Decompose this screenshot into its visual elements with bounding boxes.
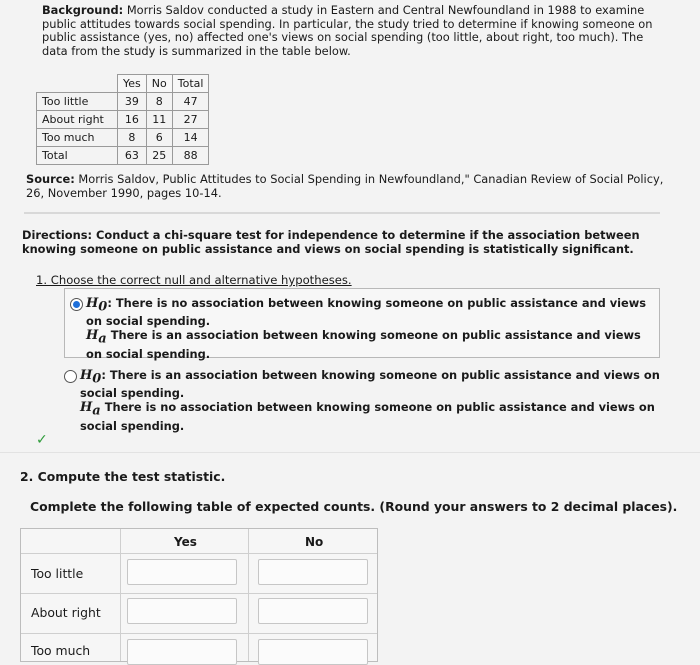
column-header: Yes — [118, 75, 147, 93]
section-divider — [24, 212, 660, 214]
ha-subscript: a — [92, 403, 101, 419]
table-row — [37, 129, 209, 147]
background-label: Background: — [42, 3, 124, 17]
h0-subscript: 0 — [98, 299, 108, 315]
table-cell: 25 — [146, 147, 172, 165]
row-label: Too little — [31, 566, 84, 581]
column-divider — [248, 529, 249, 661]
table-header-row — [37, 75, 209, 93]
h0-statement: : There is no association between knowing someone on public assistance and views on social spending. — [86, 296, 647, 329]
column-header-no: No — [305, 535, 324, 549]
question-1-title-text: 1. Choose the correct null and alternative hypotheses. — [36, 273, 352, 287]
directions-label: Directions: — [22, 228, 93, 242]
source-citation — [26, 172, 666, 200]
ha-statement: There is no association between knowing someone on public assistance and views on social spending. — [80, 400, 655, 433]
radio-option-2[interactable] — [64, 370, 77, 383]
ha-statement: There is an association between knowing someone on public assistance and views on social spending. — [86, 328, 641, 361]
table-cell: 14 — [172, 129, 209, 147]
table-cell: 47 — [172, 93, 209, 111]
question-2-instruction: Complete the following table of expected counts. (Round your answers to 2 decimal places). — [30, 499, 678, 514]
column-header-yes: Yes — [174, 535, 197, 549]
directions-text: Conduct a chi-square test for independence to determine if the association between knowing someone on public assistance and views on social spending is statistically significant. — [22, 228, 640, 256]
column-divider — [120, 529, 121, 661]
row-label: Total — [37, 147, 118, 165]
table-row — [37, 147, 209, 165]
expected-input-too-much-yes[interactable] — [127, 639, 237, 665]
row-label: Too much — [37, 129, 118, 147]
row-divider — [21, 633, 377, 634]
expected-input-too-much-no[interactable] — [258, 639, 368, 665]
hypothesis-option-1[interactable] — [86, 296, 656, 361]
question-2-title: 2. Compute the test statistic. — [20, 469, 226, 484]
row-label: Too much — [31, 643, 91, 658]
table-row — [37, 93, 209, 111]
table-row — [37, 111, 209, 129]
hypothesis-option-2[interactable] — [80, 368, 670, 433]
checkmark-icon: ✓ — [36, 432, 48, 448]
table-cell: 63 — [118, 147, 147, 165]
row-divider — [21, 593, 377, 594]
source-label: Source: — [26, 172, 75, 186]
observed-data-table — [36, 74, 209, 165]
background-paragraph — [42, 4, 672, 58]
background-text: Morris Saldov conducted a study in Eastern and Central Newfoundland in 1988 to examine public attitudes towards social spending. In particular, the study tried to determine if knowing someone on public assistance (yes, no) affected one's views on social spending (too little, about right, too much). The data from the study is summarized in the table below. — [42, 3, 653, 58]
h0-symbol: H — [86, 296, 99, 311]
directions-paragraph — [22, 228, 662, 256]
table-cell: 8 — [146, 93, 172, 111]
ha-symbol: H — [80, 400, 93, 416]
source-text: Morris Saldov, Public Attitudes to Social Spending in Newfoundland," Canadian Review of Social Policy, 26, November 1990, pages 10-14. — [26, 172, 664, 200]
column-header: No — [146, 75, 172, 93]
column-header: Total — [172, 75, 209, 93]
question-divider — [0, 452, 700, 453]
expected-input-too-little-no[interactable] — [258, 559, 368, 585]
table-cell: 27 — [172, 111, 209, 129]
h0-subscript: 0 — [92, 371, 102, 387]
h0-statement: : There is an association between knowing someone on public assistance and views on social spending. — [80, 368, 660, 401]
expected-input-about-right-no[interactable] — [258, 598, 368, 624]
table-cell: 8 — [118, 129, 147, 147]
expected-counts-table — [20, 528, 378, 662]
ha-symbol: H — [86, 328, 99, 344]
h0-symbol: H — [80, 368, 93, 383]
table-cell: 39 — [118, 93, 147, 111]
table-cell: 16 — [118, 111, 147, 129]
row-label: About right — [37, 111, 118, 129]
question-1-title — [36, 273, 352, 287]
ha-subscript: a — [98, 331, 107, 347]
table-cell: 6 — [146, 129, 172, 147]
table-cell: 88 — [172, 147, 209, 165]
row-label: About right — [31, 605, 101, 620]
expected-input-about-right-yes[interactable] — [127, 598, 237, 624]
row-label: Too little — [37, 93, 118, 111]
expected-input-too-little-yes[interactable] — [127, 559, 237, 585]
table-cell: 11 — [146, 111, 172, 129]
radio-option-1[interactable] — [70, 298, 83, 311]
table-corner-cell — [37, 75, 118, 93]
expected-table-header — [21, 529, 377, 554]
